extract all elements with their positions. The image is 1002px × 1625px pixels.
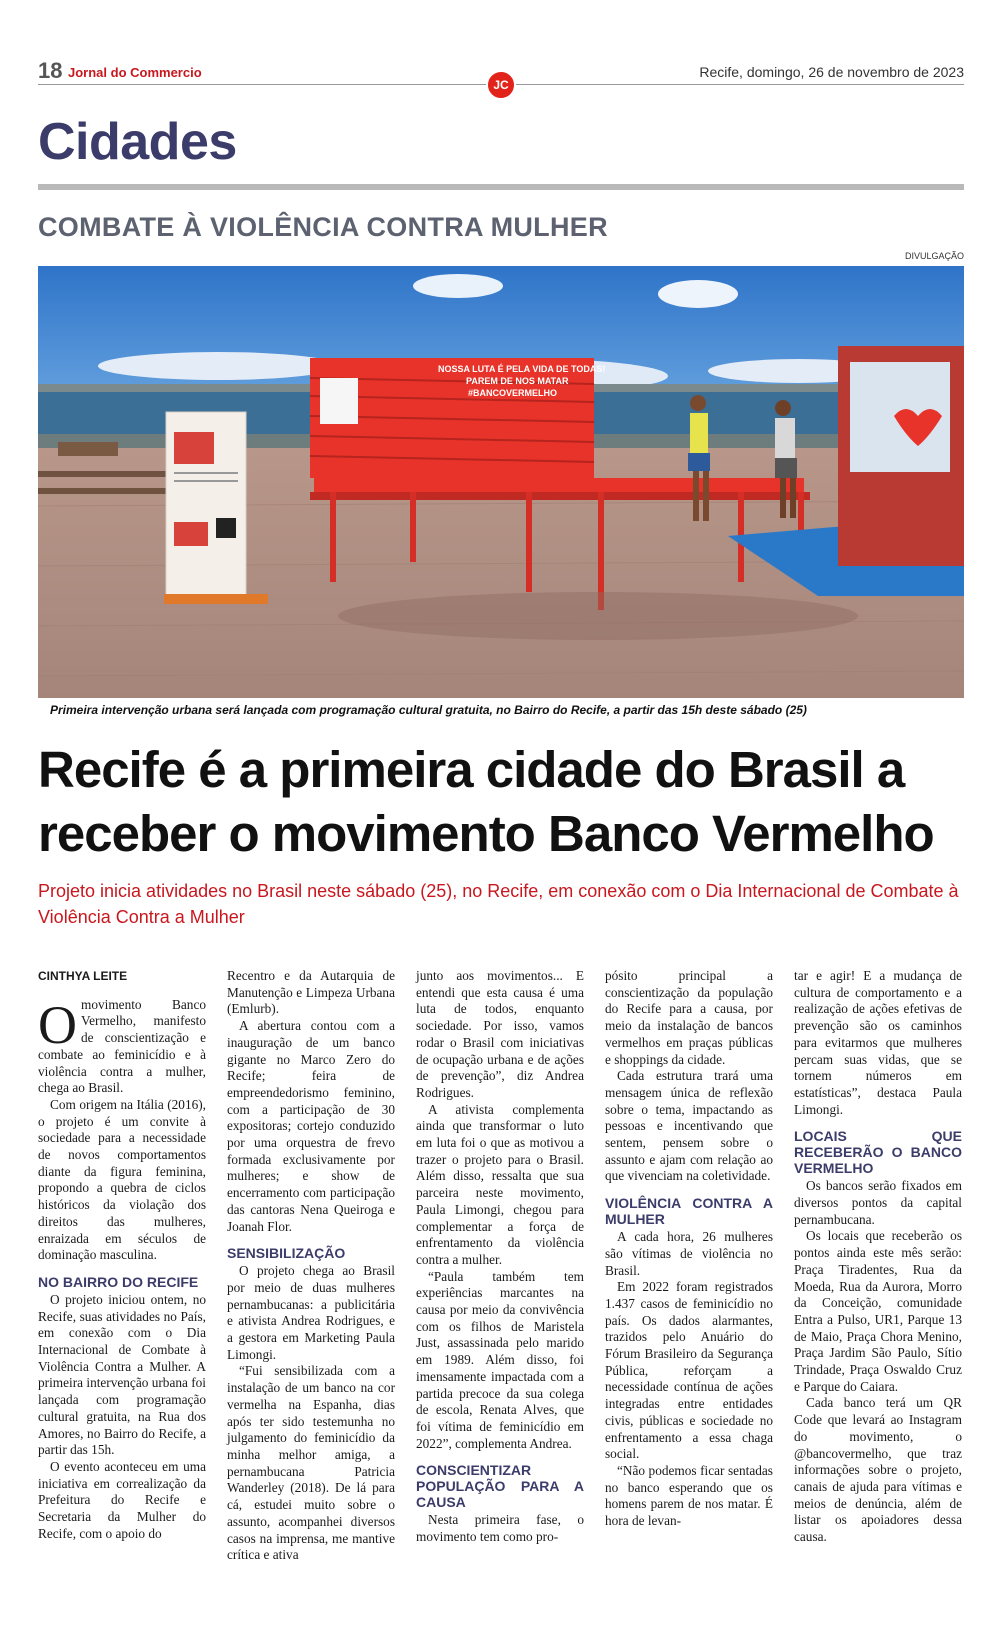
kicker: COMBATE À VIOLÊNCIA CONTRA MULHER (38, 212, 608, 242)
subhead: VIOLÊNCIA CONTRA A MULHER (605, 1195, 773, 1228)
standfirst: Projeto inicia atividades no Brasil neste sábado (25), no Recife, em conexão com o Dia Internacional de Combate à Violência Contra a Mulher (38, 881, 959, 927)
paragraph: Nesta primeira fase, o movimento tem como pro- (416, 1512, 584, 1545)
section-divider (38, 184, 964, 190)
paragraph: A abertura contou com a inauguração de um banco gigante no Marco Zero do Recife; feira de empreendedorismo feminino, com a participação de 30 expositoras; cortejo conduzido por uma orquestra de frevo formada exclusivamente por mulheres; e show de encerramento com participação das cantoras Nena Queiroga e Joanah Flor. (227, 1018, 395, 1234)
section-title: Cidades (38, 113, 237, 171)
article-photo (38, 266, 964, 698)
subhead: NO BAIRRO DO RECIFE (38, 1273, 199, 1290)
paragraph: Os locais que receberão os pontos ainda este mês serão: Praça Tiradentes, Rua da Moeda, Rua da Aurora, Morro da Conceição, comunidade Entra a Pulso, UR1, Parque 13 de Maio, Praça Chora Menino, Praça Jardim São Paulo, Sítio Trindade, Praça Oswaldo Cruz e Parque do Caiara. (794, 1228, 962, 1394)
article-column-4 (605, 968, 773, 1530)
bench-slogan-3: #BANCOVERMELHO (468, 388, 558, 398)
byline: CINTHYA LEITE (38, 969, 128, 983)
bench-slogan-1: NOSSA LUTA É PELA VIDA DE TODAS! (438, 364, 606, 374)
bench-slogan-2: PAREM DE NOS MATAR (466, 376, 569, 386)
paragraph: Recentro e da Autarquia de Manutenção e Limpeza Urbana (Emlurb). (227, 968, 395, 1017)
page-number: 18 (38, 58, 63, 83)
paragraph: Com origem na Itália (2016), o projeto é um convite à sociedade para a necessidade de novos comportamentos diante da figura feminina, propondo a quebra de ciclos históricos da violação dos direitos das mulheres, enraizada em séculos de dominação masculina. (38, 1096, 206, 1263)
paragraph: “Não podemos ficar sentadas no banco esperando que os homens parem de nos matar. É hora de levan- (605, 1462, 773, 1529)
jc-logo: JC (486, 70, 516, 100)
paragraph: Cada banco terá um QR Code que levará ao Instagram do movimento, o @bancovermelho, que traz informações sobre o projeto, canais de ajuda para vítimas e meios de denúncia, além de listar os apoiadores dessa causa. (794, 1395, 962, 1545)
paragraph-text: movimento Banco Vermelho, manifesto de conscientização e combate ao feminicídio e à violência contra a mulher, chega ao Brasil. (38, 996, 206, 1096)
subhead: LOCAIS QUE RECEBERÃO O BANCO VERMELHO (794, 1128, 962, 1177)
paragraph: Em 2022 foram registrados 1.437 casos de feminicídio no país. Os dados alarmantes, trazidos pelo Anuário do Fórum Brasileiro da Segurança Pública, reforçam a necessidade contínua de ações integradas entre entidades civis, públicas e sociedade no enfrentamento a essa chaga social. (605, 1279, 773, 1462)
drop-cap: O (38, 994, 77, 1055)
paragraph: junto aos movimentos... E entendi que esta causa é uma luta de todos, enquanto sociedade. Por isso, vamos rodar o Brasil com iniciativas de ocupação urbana e de ações de prevenção”, diz Andrea Rodrigues. (416, 968, 584, 1100)
paragraph: tar e agir! E a mudança de cultura de comportamento e a realização de ações efetivas de prevenção são os caminhos para evitarmos que mulheres percam suas vidas, que se tornem números em estatísticas”, destaca Paula Limongi. (794, 968, 962, 1117)
newspaper-name: Jornal do Commercio (68, 65, 202, 80)
photo-credit: DIVULGAÇÃO (904, 251, 964, 261)
paragraph: A cada hora, 26 mulheres são vítimas de violência no Brasil. (605, 1229, 773, 1278)
paragraph: “Paula também tem experiências marcantes na causa por meio da convivência com os filhos de Maristela Just, assassinada pelo marido em 1989. Além disso, foi imensamente impactada com a partida precoce da sua colega de escola, Renata Alves, que foi vítima de feminicídio em 2022”, complementa Andrea. (416, 1268, 584, 1451)
paragraph: O evento aconteceu em uma iniciativa em correalização da Prefeitura do Recife e Secretaria da Mulher do Recife, com o apoio do (38, 1458, 206, 1541)
paragraph: O projeto chega ao Brasil por meio de duas mulheres pernambucanas: a publicitária e ativista Andrea Rodrigues, e a gestora em Marketing Paula Limongi. (227, 1263, 395, 1362)
paragraph: pósito principal a conscientização da população do Recife para a causa, por meio da instalação de bancos vermelhos em praças públicas e shoppings da cidade. (605, 968, 773, 1067)
subhead: CONSCIENTIZAR POPULAÇÃO PARA A CAUSA (416, 1462, 584, 1511)
paragraph: Cada estrutura trará uma mensagem única de reflexão sobre o tema, impactando as pessoas e incentivando que sentem, pensem sobre o assunto e ajam com relação ao que vivenciam na coletividade. (605, 1068, 773, 1184)
date-line: Recife, domingo, 26 de novembro de 2023 (699, 64, 964, 80)
red-bench-photo (38, 266, 964, 698)
article-column-3 (416, 968, 584, 1546)
article-column-2 (227, 968, 395, 1564)
paragraph: O projeto iniciou ontem, no Recife, suas atividades no País, em conexão com o Dia Internacional de Combate à Violência Contra a Mulher. A primeira intervenção urbana foi lançada com programação cultural gratuita, na Rua dos Amores, no Bairro do Recife, a partir das 15h. (38, 1291, 206, 1458)
subhead: SENSIBILIZAÇÃO (227, 1245, 346, 1262)
paragraph: “Fui sensibilizada com a instalação de um banco na cor vermelha na Espanha, dias após ter sido testemunha no julgamento do feminicídio da minha melhor amiga, a pernambucana Patricia Wanderley (2018). De lá para cá, estudei muito sobre o assunto, acompanhei diversos casos na imprensa, me mantive crítica e ativa (227, 1363, 395, 1563)
article-column-5 (794, 968, 962, 1546)
paragraph (38, 994, 206, 1097)
photo-caption: Primeira intervenção urbana será lançada com programação cultural gratuita, no Bairro do Recife, a partir das 15h deste sábado (25) (50, 703, 807, 717)
paragraph: Os bancos serão fixados em diversos pontos da capital pernambucana. (794, 1178, 962, 1227)
paragraph: A ativista complementa ainda que transformar o luto em luta foi o que as motivou a trazer o projeto para o Brasil. Além disso, ressalta que sua parceira neste movimento, Paula Limongi, chegou para complementar a força de enfrentamento da violência contra a mulher. (416, 1101, 584, 1267)
article-column-1 (38, 968, 206, 1543)
headline: Recife é a primeira cidade do Brasil a receber o movimento Banco Vermelho (38, 741, 934, 862)
